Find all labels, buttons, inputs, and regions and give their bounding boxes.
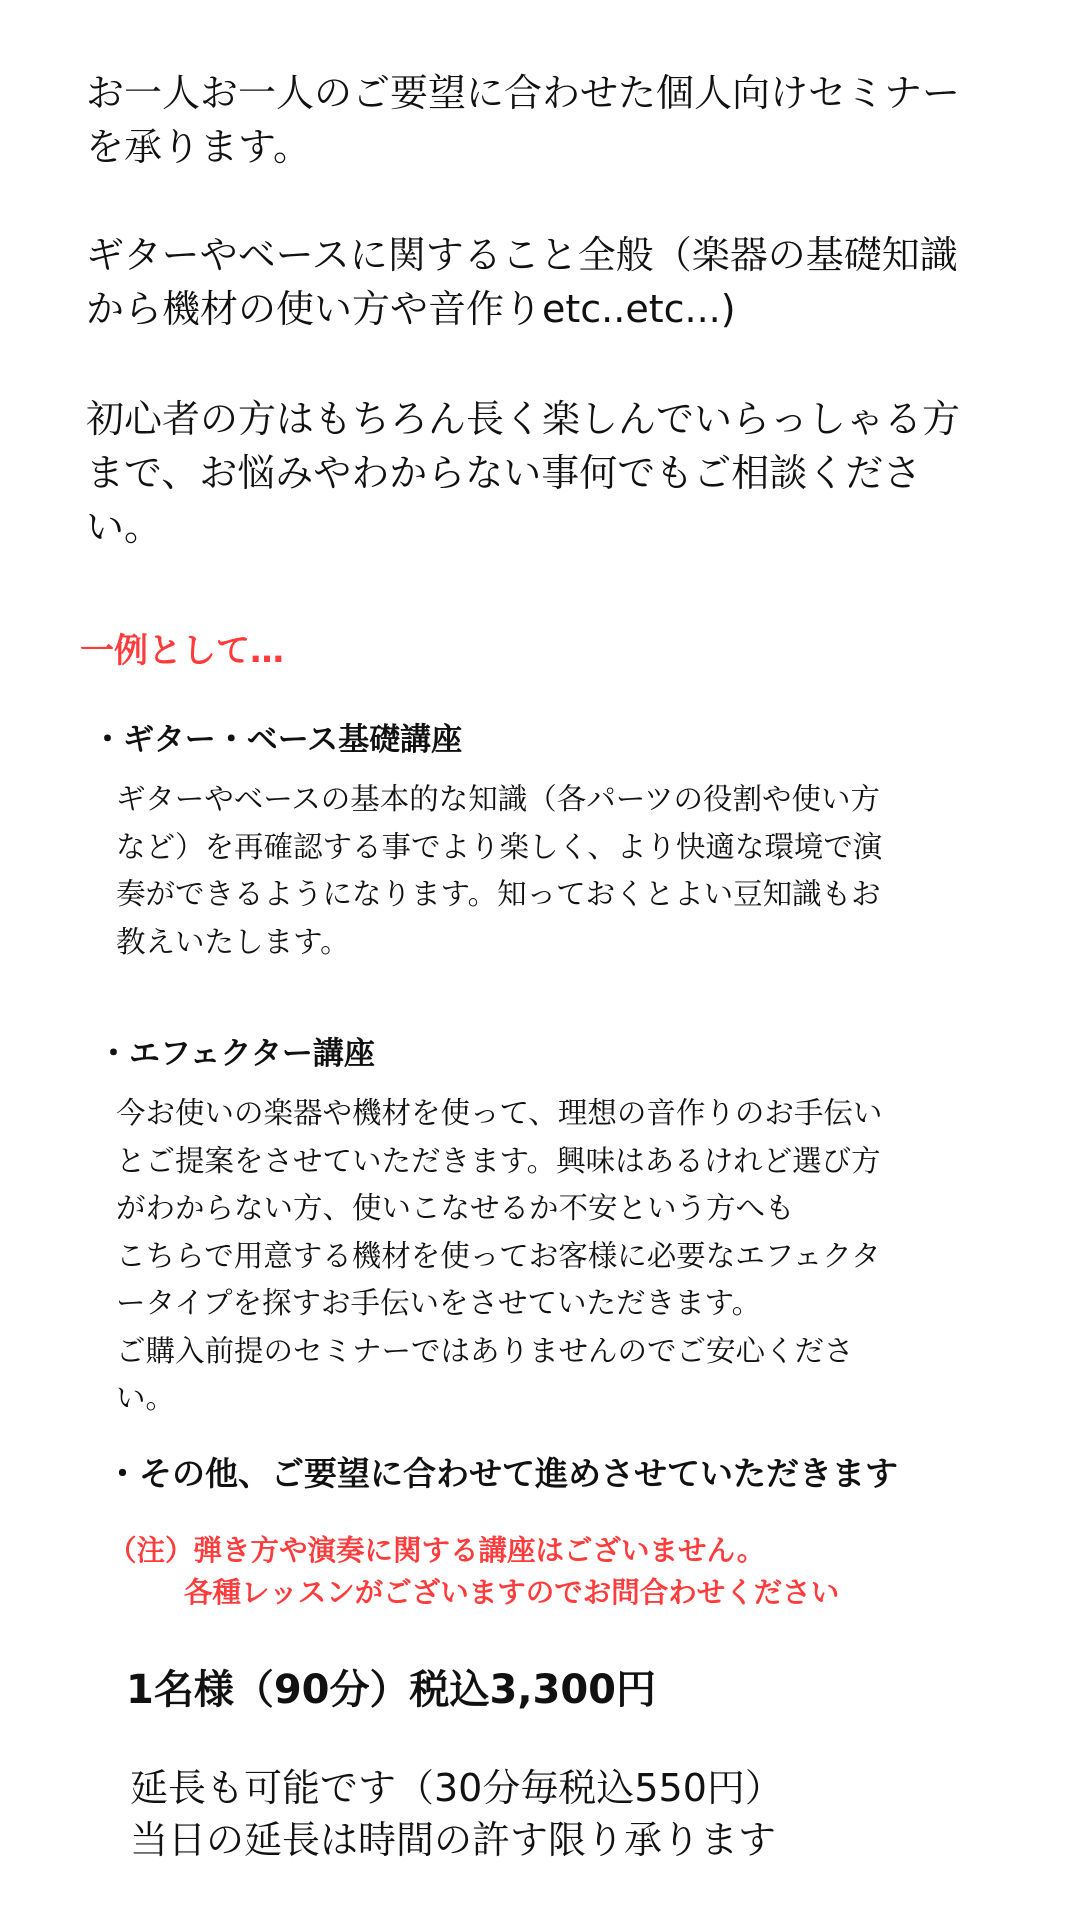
course-basic-title: ・ギター・ベース基礎講座: [92, 722, 463, 758]
intro-paragraph-3: [86, 392, 1016, 554]
course-effector-description-line: こちらで用意する機材を使ってお客様に必要なエフェクタ: [116, 1238, 881, 1273]
intro-paragraph-3-line-1: 初心者の方はもちろん長く楽しんでいらっしゃる方: [86, 397, 961, 441]
price: 1名様（90分）税込3,300円: [126, 1667, 657, 1713]
note: [108, 1530, 839, 1614]
course-basic-description-line: 教えいたします。: [116, 924, 350, 959]
intro-paragraph-2: [86, 228, 1016, 336]
course-effector-description-line: ご購入前提のセミナーではありませんのでご安心くださ: [116, 1333, 854, 1368]
intro-paragraph-3-line-3: い。: [86, 505, 163, 549]
course-effector-description-line: がわからない方、使いこなせるか不安という方へも: [116, 1191, 795, 1225]
intro-paragraph-2-line-1: ギターやベースに関すること全般（楽器の基礎知識: [86, 233, 958, 277]
intro-paragraph-3-line-2: まで、お悩みやわからない事何でもご相談くださ: [86, 451, 922, 495]
intro-paragraph-1-line-2: を承ります。: [86, 125, 311, 169]
intro-paragraph-1: [86, 66, 1016, 174]
intro-paragraph-1-line-1: お一人お一人のご要望に合わせた個人向けセミナー: [86, 71, 961, 115]
course-effector-description-line: ータイプを探すお手伝いをさせていただきます。: [116, 1286, 762, 1320]
course-basic-description-line: 奏ができるようになります。知っておくとよい豆知識もお: [116, 877, 881, 911]
course-effector-description: [116, 1090, 882, 1423]
course-basic-description-line: ギターやベースの基本的な知識（各パーツの役割や使い方: [116, 782, 881, 816]
note-line-1: （注）弾き方や演奏に関する講座はございません。: [108, 1534, 766, 1567]
course-effector-title: ・エフェクター講座: [98, 1036, 375, 1072]
course-other-title: ・その他、ご要望に合わせて進めさせていただきます: [106, 1454, 898, 1493]
extension-info: [130, 1762, 783, 1866]
examples-heading: 一例として…: [80, 631, 284, 671]
note-line-2: 各種レッスンがございますのでお問合わせください: [184, 1576, 840, 1609]
intro-paragraph-2-line-2: から機材の使い方や音作りetc..etc...): [86, 287, 736, 331]
course-effector-description-line: とご提案をさせていただきます。興味はあるけれど選び方: [116, 1143, 881, 1178]
course-basic-description: [116, 776, 882, 966]
extension-line-1: 延長も可能です（30分毎税込550円）: [130, 1766, 783, 1810]
course-effector-description-line: 今お使いの楽器や機材を使って、理想の音作りのお手伝い: [116, 1096, 883, 1130]
extension-line-2: 当日の延長は時間の許す限り承ります: [130, 1818, 777, 1862]
course-basic-description-line: など）を再確認する事でより楽しく、より快適な環境で演: [116, 829, 883, 864]
course-effector-description-line: い。: [116, 1381, 176, 1415]
